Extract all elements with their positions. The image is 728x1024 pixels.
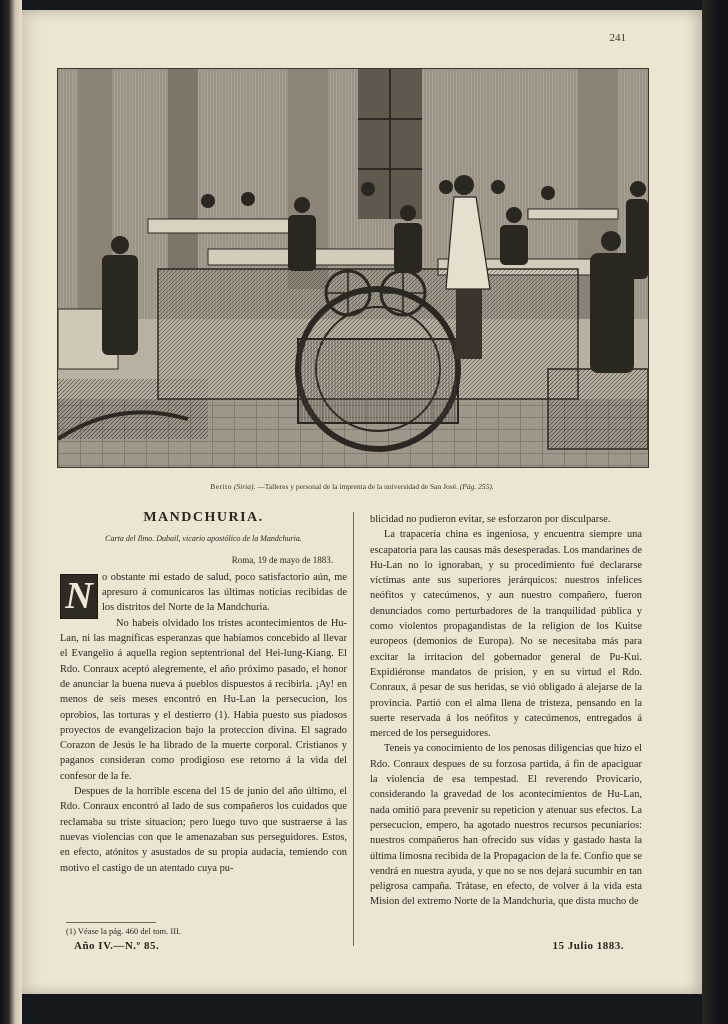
article-dateline: Roma, 19 de mayo de 1883. (231, 554, 333, 565)
column-divider (353, 512, 354, 946)
magazine-page (22, 10, 702, 994)
caption-place: Berito (210, 482, 233, 491)
paragraph: La trapacería china es ingeniosa, y encuentra siempre una escapatoria para las causas más desesperadas. Los mandarines de Hu-Lan no lo ignoraban, y su procedimiento fué declararse víctimas ante sus superiores jerárquicos: nuestros infelices neófitos y catecúmenos, y aun nuestro compañero, fueron denunciados como perturbadores de la tranquilidad pública y como violentos propagandistas de la religion de los Kuitse europeos (demonios de Europa). No se necesitaba más para excitar la irritacion del gobernador general de Pu-Kui. Expidiéronse mandatos de prision, y en su virtud el Rdo. Conraux, á pesar de sus heridas, se vió obligado á alejarse de la provincia. Partió con el alma llena de tristeza, pensando en la suerte reservada á los neófitos y catecúmenos, entregados á merced de los perseguidores. (370, 529, 642, 740)
paragraph: No habeis olvidado los tristes acontecimientos de Hu-Lan, ni las magníficas esperanzas que habíamos concebido al llevar el Evangelio á aquella region septentrional del Hei-lung-Kiang. El Rdo. Conraux aceptó alegremente, el año próximo pasado, el honor de anunciar la buena nueva á pueblos dispuestos á recibirla. ¡Ay! en menos de seis meses encontró en Hu-Lan la persecucion, los oprobios, las torturas y el destierro (1). Habia puesto sus piadosos proyectos de evangelizacion bajo la proteccion divina. El sagrado Corazon de Jesús le ha librado de la muerte corporal. Cristianos y paganos consideran como prodigioso ese retorno á la vida del confesor de la fe. (60, 617, 347, 782)
article-title: MANDCHURIA. (143, 510, 264, 525)
printing-workshop-engraving (57, 68, 649, 468)
footnote: (1) Véase la pág. 460 del tom. III. (66, 926, 182, 936)
caption-text: —Talleres y personal de la imprenta de la universidad de San José. (257, 482, 458, 491)
first-paragraph (60, 570, 347, 616)
paragraph: Despues de la horrible escena del 15 de junio del año último, el Rdo. Conraux encontró al lado de sus compañeros los cuidados que reclamaba su triste situacion; pero luego tuvo que sustraerse á las nuevas violencias con que le amenazaban sus perseguidores. Estos, en efecto, atónitos y asustados de su propia audacia, temiendo con motivo el castigo de un atentado cuya pu- (60, 786, 347, 874)
page-number: 241 (609, 32, 626, 44)
caption-page-ref: (Pág. 255). (459, 482, 494, 491)
paragraph: blicidad no pudieron evitar, se esforzaron por disculparse. (370, 514, 611, 525)
figure-caption (57, 482, 647, 491)
issue-date: 15 Julio 1883. (552, 940, 624, 952)
book-edge-right (702, 0, 728, 1024)
caption-region: (Siria). (233, 482, 256, 491)
dropcap-initial: N (60, 574, 98, 619)
issue-number: Año IV.—N.º 85. (74, 940, 160, 952)
paragraph-text: o obstante mi estado de salud, poco satisfactorio aún, me apresuro á comunicaros las últimas noticias recibidas de los distritos del Norte de la Mandchuria. (102, 571, 347, 614)
right-column (370, 512, 642, 910)
footnote-rule (66, 922, 156, 923)
paragraph: Teneis ya conocimiento de los penosas diligencias que hizo el Rdo. Conraux despues de su forzosa partida, á fin de apaciguar la violencia de esa tempestad. El reverendo Provicario, considerando la gravedad de los acontecimientos de Hu-Lan, nada omitió para prevenir su repeticion y atenuar sus efectos. La persecucion, empero, ha agotado nuestros recursos pecuniarios: nuestros compañeros han ofrecido sus vidas y gastado hasta la última limosna recibida de la Propagacion de la fe. Confio que se vendrá en nuestra ayuda, y que no se nos dejará sucumbir en tan peligrosa campaña. Trátase, en efecto, de volver á la vida esta Mision del extremo Norte de la Mandchuria, que dista mucho de (370, 743, 642, 908)
article-subtitle: Carta del Ilmo. Dubail, vicario apostólico de la Mandchuria. (105, 534, 302, 544)
left-column (60, 510, 347, 876)
book-gutter-left (0, 0, 22, 1024)
